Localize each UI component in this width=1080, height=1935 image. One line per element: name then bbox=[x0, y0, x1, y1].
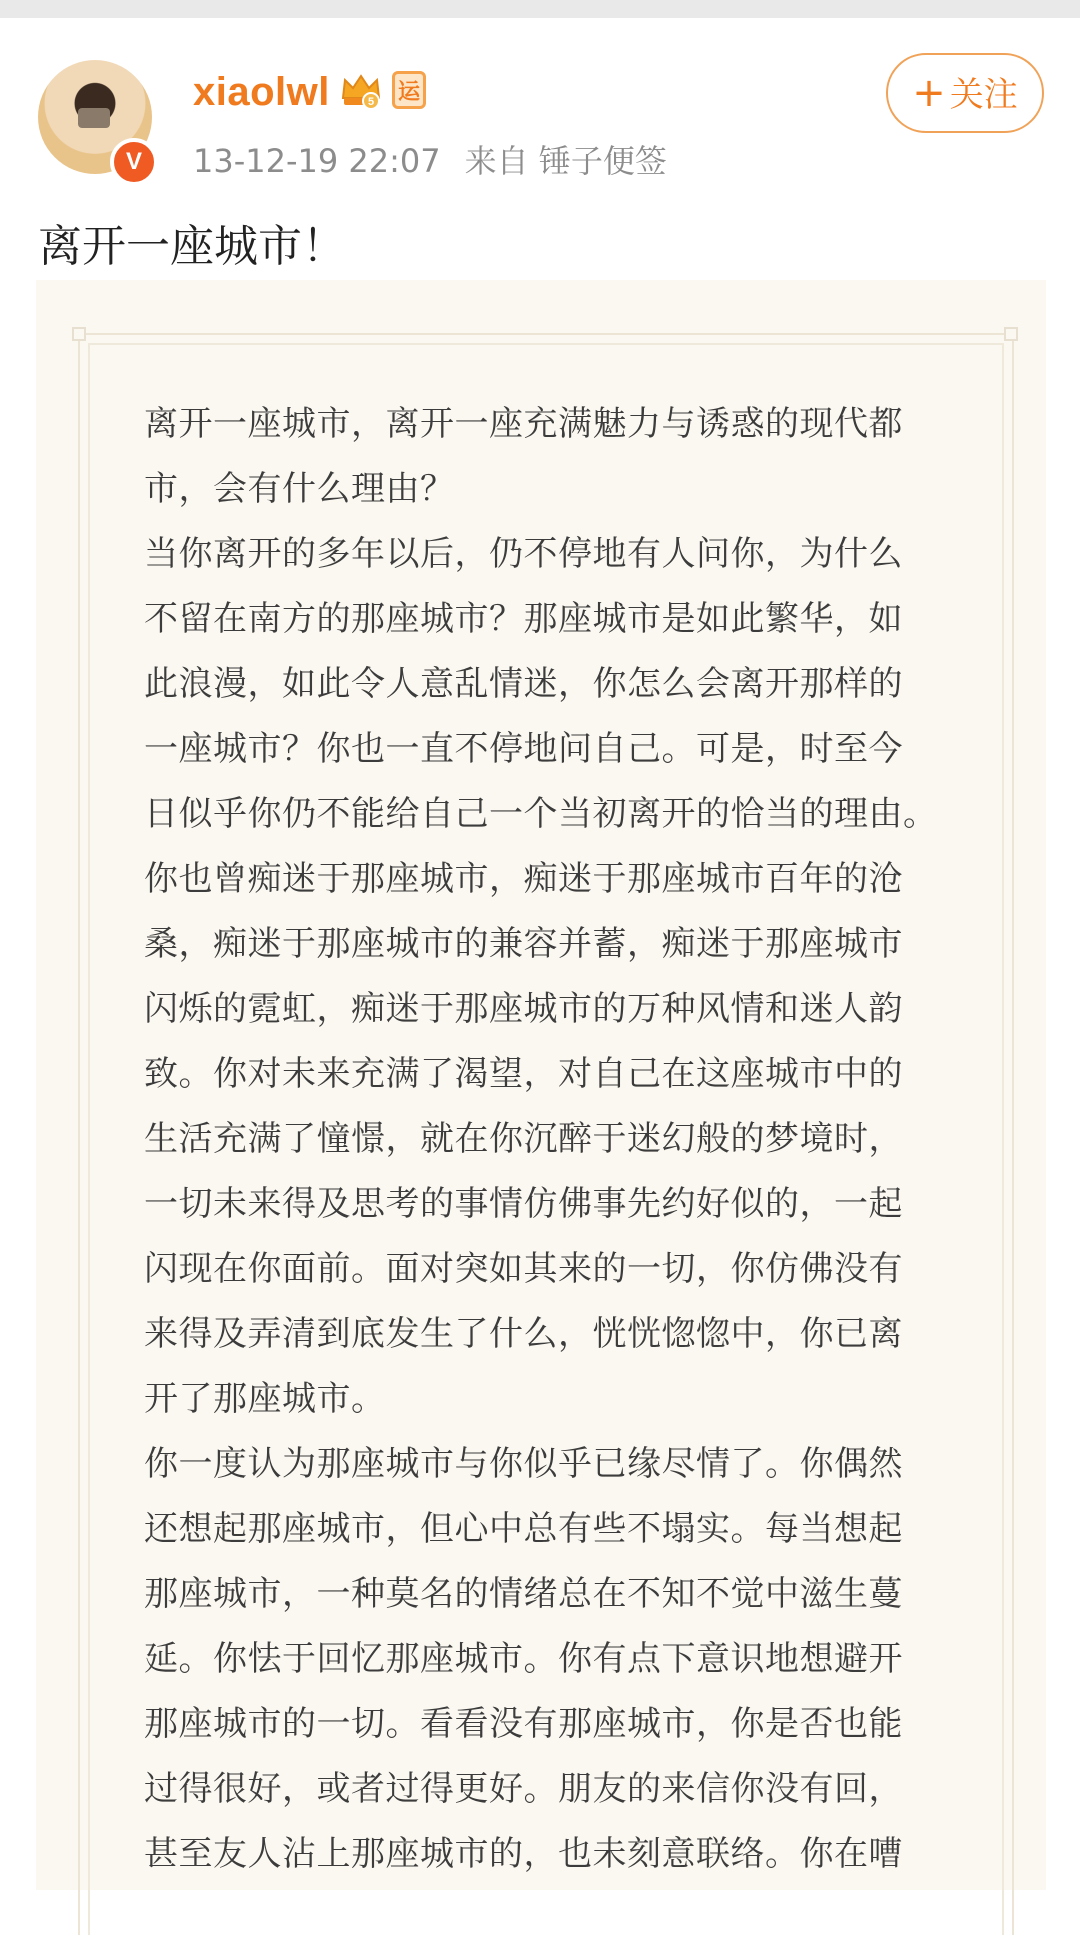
post-source[interactable]: 来自 锤子便签 bbox=[464, 142, 667, 180]
text-line: 还想起那座城市，但心中总有些不塌实。每当想起 bbox=[144, 1509, 903, 1549]
verified-badge-icon: V bbox=[110, 138, 158, 186]
follow-label: 关注 bbox=[949, 75, 1018, 115]
post-header bbox=[0, 18, 1080, 203]
text-line: 你一度认为那座城市与你似乎已缘尽情了。你偶然 bbox=[144, 1444, 903, 1484]
svg-text:5: 5 bbox=[367, 96, 375, 108]
post-meta bbox=[193, 136, 667, 182]
text-line: 市，会有什么理由？ bbox=[144, 469, 455, 509]
text-line: 致。你对未来充满了渴望，对自己在这座城市中的 bbox=[144, 1054, 903, 1094]
avatar-camera-icon bbox=[78, 108, 110, 128]
post-timestamp: 13-12-19 22:07 bbox=[193, 142, 441, 180]
text-line: 你也曾痴迷于那座城市，痴迷于那座城市百年的沧 bbox=[144, 859, 903, 899]
text-line: 闪烁的霓虹，痴迷于那座城市的万种风情和迷人韵 bbox=[144, 989, 903, 1029]
text-line: 日似乎你仍不能给自己一个当初离开的恰当的理由。 bbox=[144, 794, 938, 834]
text-line: 来得及弄清到底发生了什么，恍恍惚惚中，你已离 bbox=[144, 1314, 903, 1354]
text-line: 离开一座城市，离开一座充满魅力与诱惑的现代都 bbox=[144, 404, 903, 444]
longtext-card[interactable] bbox=[36, 280, 1046, 1890]
text-line: 开了那座城市。 bbox=[144, 1379, 386, 1419]
text-line: 不留在南方的那座城市？那座城市是如此繁华，如 bbox=[144, 599, 903, 639]
text-line: 甚至友人沾上那座城市的，也未刻意联络。你在嘈 bbox=[144, 1834, 903, 1874]
text-line: 当你离开的多年以后，仍不停地有人问你，为什么 bbox=[144, 534, 903, 574]
yun-badge-icon: 运 bbox=[392, 71, 426, 109]
frame-corner-ornament bbox=[72, 327, 86, 341]
text-line: 延。你怯于回忆那座城市。你有点下意识地想避开 bbox=[144, 1639, 903, 1679]
text-line: 那座城市的一切。看看没有那座城市，你是否也能 bbox=[144, 1704, 903, 1744]
text-line: 过得很好，或者过得更好。朋友的来信你没有回， bbox=[144, 1769, 903, 1809]
text-line: 桑，痴迷于那座城市的兼容并蓄，痴迷于那座城市 bbox=[144, 924, 903, 964]
post-title: 离开一座城市！ bbox=[38, 221, 346, 272]
text-line: 生活充满了憧憬，就在你沉醉于迷幻般的梦境时， bbox=[144, 1119, 903, 1159]
top-status-strip bbox=[0, 0, 1080, 18]
plus-icon: + bbox=[912, 70, 946, 116]
text-line: 一切未来得及思考的事情仿佛事先约好似的，一起 bbox=[144, 1184, 903, 1224]
frame-corner-ornament bbox=[1004, 327, 1018, 341]
crown-level-icon bbox=[339, 68, 383, 112]
longtext-body bbox=[144, 392, 1004, 1887]
author-name[interactable]: xiaolwl bbox=[193, 70, 330, 114]
text-line: 闪现在你面前。面对突如其来的一切，你仿佛没有 bbox=[144, 1249, 903, 1289]
text-line: 一座城市？你也一直不停地问自己。可是，时至今 bbox=[144, 729, 903, 769]
follow-button[interactable] bbox=[886, 53, 1044, 133]
text-line: 此浪漫，如此令人意乱情迷，你怎么会离开那样的 bbox=[144, 664, 903, 704]
text-line: 那座城市，一种莫名的情绪总在不知不觉中滋生蔓 bbox=[144, 1574, 903, 1614]
